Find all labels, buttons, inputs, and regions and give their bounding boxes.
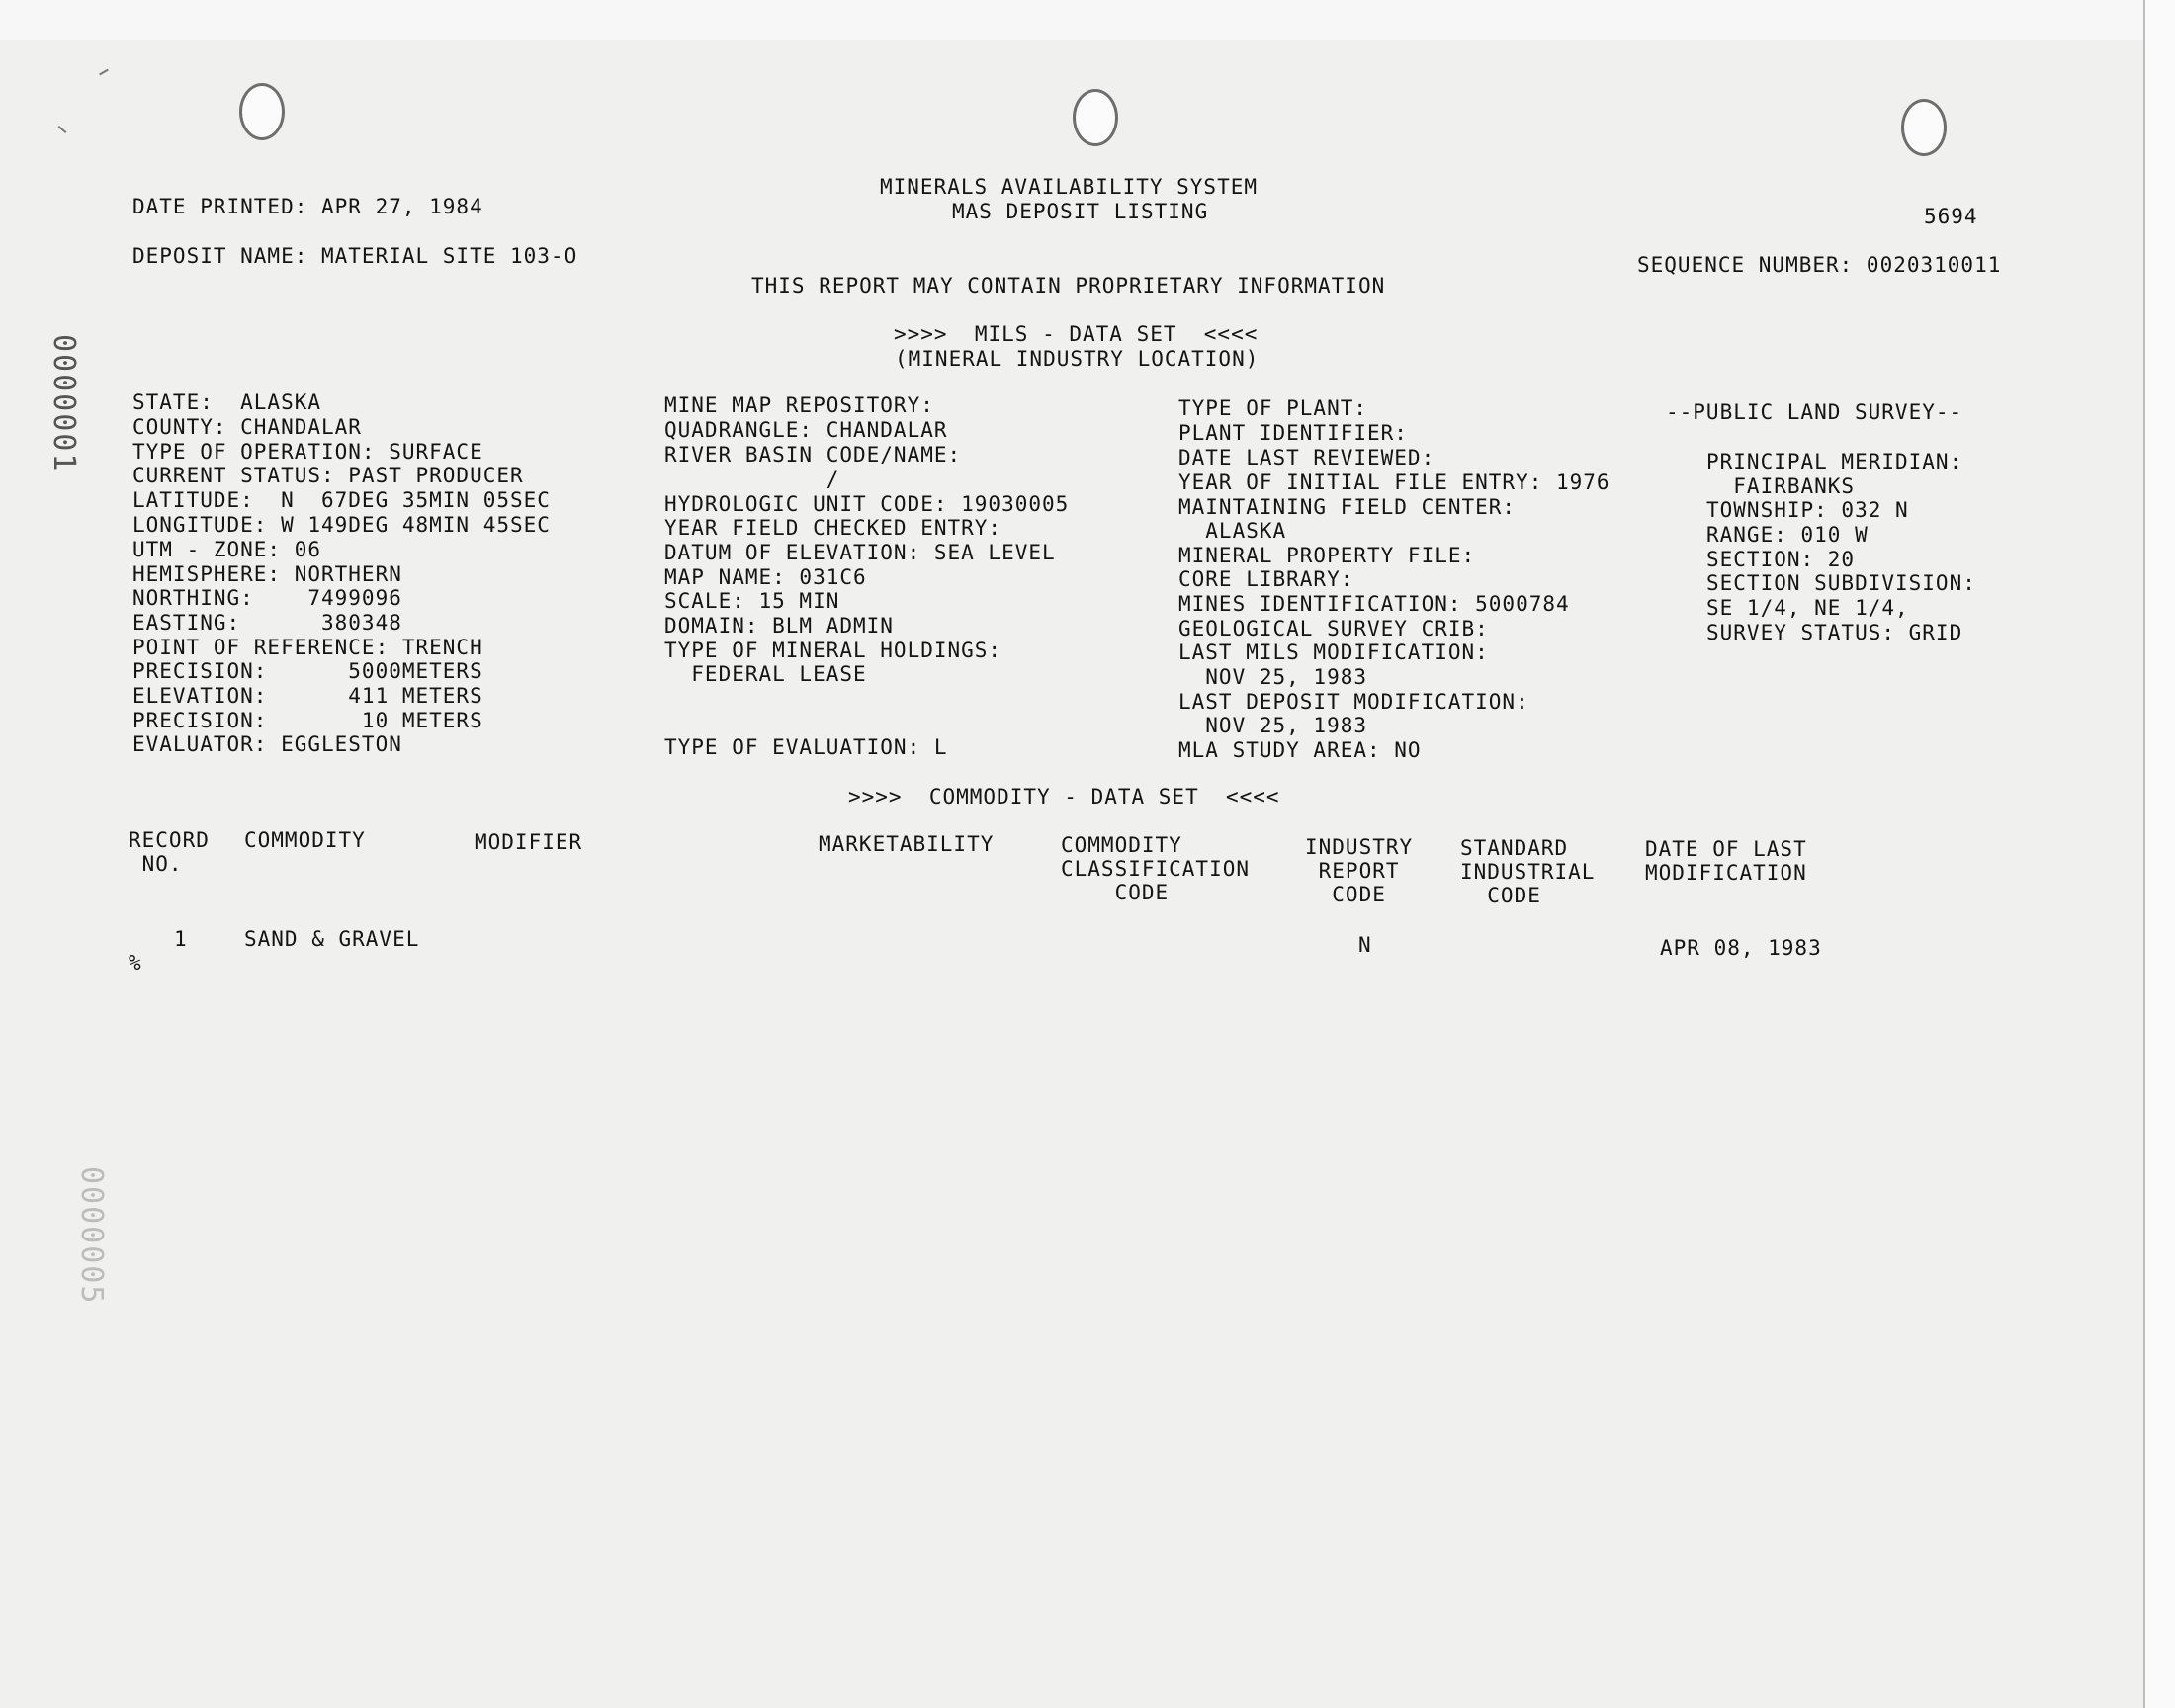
scale-field: SCALE: 15 MIN (664, 589, 840, 613)
row-record-no: 1 (174, 927, 188, 951)
sequence-number: SEQUENCE NUMBER: 0020310011 (1637, 253, 2002, 277)
elevation-precision-field: PRECISION: 10 METERS (132, 709, 483, 732)
page-top-edge (0, 0, 2175, 40)
deposit-name: DEPOSIT NAME: MATERIAL SITE 103-O (132, 244, 578, 268)
last-mils-modification-value: NOV 25, 1983 (1178, 665, 1368, 689)
datum-of-elevation-field: DATUM OF ELEVATION: SEA LEVEL (664, 541, 1056, 564)
evaluation-type-field: TYPE OF EVALUATION: L (664, 735, 948, 759)
point-of-reference-field: POINT OF REFERENCE: TRENCH (132, 636, 483, 659)
row-commodity: SAND & GRAVEL (244, 927, 420, 951)
northing-field: NORTHING: 7499096 (132, 586, 402, 610)
public-land-survey-heading: --PUBLIC LAND SURVEY-- (1666, 400, 1963, 424)
mine-map-repository-field: MINE MAP REPOSITORY: (664, 393, 934, 417)
current-status-field: CURRENT STATUS: PAST PRODUCER (132, 464, 524, 487)
quadrangle-field: QUADRANGLE: CHANDALAR (664, 418, 948, 442)
col-date-last-modification: DATE OF LAST MODIFICATION (1645, 837, 1807, 885)
river-basin-value: / (664, 468, 840, 491)
col-industry-report-code: INDUSTRY REPORT CODE (1305, 835, 1414, 906)
last-mils-modification-field: LAST MILS MODIFICATION: (1178, 640, 1489, 664)
col-record-no: RECORD NO. (129, 828, 210, 876)
county-field: COUNTY: CHANDALAR (132, 415, 362, 439)
row-industry-code: N (1358, 933, 1372, 957)
col-commodity: COMMODITY (244, 828, 366, 852)
date-last-reviewed-field: DATE LAST REVIEWED: (1178, 446, 1436, 470)
core-library-field: CORE LIBRARY: (1178, 567, 1354, 591)
row-date: APR 08, 1983 (1660, 936, 1822, 960)
state-field: STATE: ALASKA (132, 390, 322, 414)
domain-field: DOMAIN: BLM ADMIN (664, 614, 894, 638)
range-field: RANGE: 010 W (1706, 523, 1869, 547)
margin-film-number: 0000001 (46, 334, 81, 473)
principal-meridian-value: FAIRBANKS (1706, 474, 1856, 498)
principal-meridian-field: PRINCIPAL MERIDIAN: (1706, 450, 1963, 473)
stray-mark (58, 126, 67, 133)
longitude-field: LONGITUDE: W 149DEG 48MIN 45SEC (132, 513, 551, 537)
hydrologic-unit-code-field: HYDROLOGIC UNIT CODE: 19030005 (664, 492, 1070, 516)
date-printed: DATE PRINTED: APR 27, 1984 (132, 195, 483, 218)
punch-hole (239, 83, 285, 140)
punch-hole (1073, 89, 1118, 146)
end-mark: % (129, 951, 142, 975)
mineral-holdings-field: TYPE OF MINERAL HOLDINGS: (664, 639, 1002, 662)
section-field: SECTION: 20 (1706, 548, 1856, 571)
section-subdivision-value: SE 1/4, NE 1/4, (1706, 596, 1909, 620)
col-classification-code: COMMODITY CLASSIFICATION CODE (1061, 833, 1251, 904)
plant-identifier-field: PLANT IDENTIFIER: (1178, 421, 1408, 445)
survey-status-field: SURVEY STATUS: GRID (1706, 621, 1963, 644)
elevation-field: ELEVATION: 411 METERS (132, 684, 483, 708)
col-marketability: MARKETABILITY (819, 832, 995, 856)
field-center-value: ALASKA (1178, 519, 1287, 543)
section-subdivision-field: SECTION SUBDIVISION: (1706, 571, 1976, 595)
township-field: TOWNSHIP: 032 N (1706, 498, 1909, 522)
year-field-checked-field: YEAR FIELD CHECKED ENTRY: (664, 516, 1002, 540)
evaluator-field: EVALUATOR: EGGLESTON (132, 732, 402, 756)
last-deposit-modification-value: NOV 25, 1983 (1178, 714, 1368, 737)
system-title: MINERALS AVAILABILITY SYSTEM (880, 175, 1259, 199)
col-modifier: MODIFIER (475, 830, 583, 854)
col-standard-industrial-code: STANDARD INDUSTRIAL CODE (1460, 836, 1596, 907)
mla-study-area-field: MLA STUDY AREA: NO (1178, 738, 1422, 762)
page-right-edge (2143, 0, 2175, 1708)
survey-crib-field: GEOLOGICAL SURVEY CRIB: (1178, 617, 1489, 640)
margin-film-number-faint: 0000005 (74, 1166, 109, 1306)
proprietary-notice: THIS REPORT MAY CONTAIN PROPRIETARY INFORMATION (751, 274, 1386, 298)
river-basin-field: RIVER BASIN CODE/NAME: (664, 443, 962, 467)
hemisphere-field: HEMISPHERE: NORTHERN (132, 562, 402, 586)
precision-field: PRECISION: 5000METERS (132, 659, 483, 683)
punch-hole (1901, 99, 1947, 156)
utm-zone-field: UTM - ZONE: 06 (132, 538, 322, 561)
listing-title: MAS DEPOSIT LISTING (952, 200, 1209, 223)
latitude-field: LATITUDE: N 67DEG 35MIN 05SEC (132, 488, 551, 512)
easting-field: EASTING: 380348 (132, 611, 402, 635)
stray-mark (99, 69, 109, 76)
mineral-holdings-value: FEDERAL LEASE (664, 662, 867, 686)
last-deposit-modification-field: LAST DEPOSIT MODIFICATION: (1178, 690, 1529, 714)
mines-identification-field: MINES IDENTIFICATION: 5000784 (1178, 592, 1570, 616)
operation-type-field: TYPE OF OPERATION: SURFACE (132, 440, 483, 464)
mils-heading: >>>> MILS - DATA SET <<<< (894, 322, 1259, 346)
page-number: 5694 (1924, 205, 1978, 228)
mils-subheading: (MINERAL INDUSTRY LOCATION) (895, 347, 1260, 371)
initial-file-entry-field: YEAR OF INITIAL FILE ENTRY: 1976 (1178, 470, 1610, 494)
commodity-heading: >>>> COMMODITY - DATA SET <<<< (848, 785, 1280, 809)
plant-type-field: TYPE OF PLANT: (1178, 396, 1368, 420)
mineral-property-file-field: MINERAL PROPERTY FILE: (1178, 544, 1476, 567)
map-name-field: MAP NAME: 031C6 (664, 565, 867, 589)
field-center-field: MAINTAINING FIELD CENTER: (1178, 495, 1517, 519)
